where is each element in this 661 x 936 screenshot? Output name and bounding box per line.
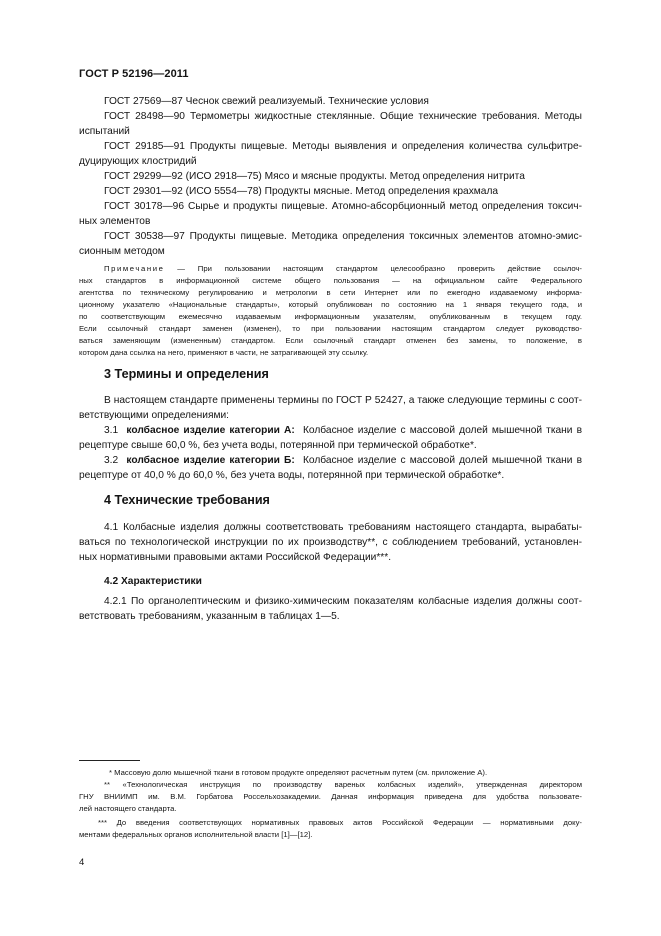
document-header: ГОСТ Р 52196—2011	[79, 68, 189, 80]
footnote: * Массовую долю мышечной ткани в готовом продукте определяют расчетным путем (см. приложение А).	[109, 768, 488, 777]
ref-line: ГОСТ 28498—90 Термометры жидкостные стеклянные. Общие технические требования. Методы	[104, 111, 582, 122]
ref-line: испытаний	[79, 126, 130, 137]
para-4-1: ваться по технологической инструкции по их производству**, с соблюдением требований, установлен-	[79, 537, 582, 548]
ref-line: ГОСТ 30538—97 Продукты пищевые. Методика определения токсичных элементов атомно-эмис-	[104, 231, 582, 242]
term-3-1	[104, 423, 582, 438]
note-line: ционному указателю «Национальные стандарты», который опубликован по состоянию на 1 января текущего года, и	[79, 300, 582, 309]
note-line: Если ссылочный стандарт заменен (изменен), то при пользовании настоящим стандартом следует руководство-	[79, 324, 582, 333]
section-4-title: 4 Технические требования	[104, 493, 270, 507]
para-4-2-1: 4.2.1 По органолептическим и физико-химическим показателям колбасные изделия должны соот-	[104, 596, 582, 607]
term-number: 3.2	[104, 455, 119, 466]
para-4-2-1: ветствовать требованиям, указанным в таблицах 1—5.	[79, 611, 340, 622]
footnote: лей настоящего стандарта.	[79, 804, 177, 813]
note-line: по соответствующим ежемесячно издаваемым информационным указателям, опубликованным в текущем году.	[79, 312, 582, 321]
note-text: — При пользовании настоящим стандартом целесообразно проверить действие ссылоч-	[164, 264, 582, 273]
footnote: ГНУ ВНИИМП им. В.М. Горбатова Россельхозакадемии. Данная информация приведена для удобства пользовате-	[79, 792, 582, 801]
section-3-intro: В настоящем стандарте применены термины по ГОСТ Р 52427, а также следующие термины с соот-	[104, 395, 582, 406]
note-first-line	[104, 263, 582, 275]
term-name: колбасное изделие категории А:	[126, 425, 295, 436]
ref-line: ГОСТ 27569—87 Чеснок свежий реализуемый. Технические условия	[104, 96, 429, 107]
term-3-2-cont: рецептуре от 40,0 % до 60,0 %, без учета воды, потерянной при термической обработке*.	[79, 470, 505, 481]
note-label: Примечание	[104, 264, 165, 273]
ref-line: сионным методом	[79, 246, 165, 257]
ref-line: ГОСТ 30178—96 Сырье и продукты пищевые. Атомно-абсорбционный метод определения токсич-	[104, 201, 582, 212]
footnote-separator	[79, 760, 140, 761]
para-4-1: 4.1 Колбасные изделия должны соответствовать требованиям настоящего стандарта, вырабаты-	[104, 522, 582, 533]
term-number: 3.1	[104, 425, 119, 436]
ref-line: ГОСТ 29299—92 (ИСО 2918—75) Мясо и мясные продукты. Метод определения нитрита	[104, 171, 525, 182]
subsection-4-2-title: 4.2 Характеристики	[104, 576, 202, 587]
term-definition: Колбасное изделие с массовой долей мышечной ткани в	[302, 455, 582, 466]
term-name: колбасное изделие категории Б:	[126, 455, 295, 466]
ref-line: ГОСТ 29185—91 Продукты пищевые. Методы выявления и определения количества сульфитре-	[104, 141, 582, 152]
note-line: ных стандартов в информационной системе общего пользования — на официальном сайте Федерального	[79, 276, 582, 285]
term-definition: Колбасное изделие с массовой долей мышечной ткани в	[302, 425, 582, 436]
note-line: ваться заменяющим (измененным) стандартом. Если ссылочный стандарт отменен без замены, то положение, в	[79, 336, 582, 345]
ref-line: ГОСТ 29301—92 (ИСО 5554—78) Продукты мясные. Метод определения крахмала	[104, 186, 499, 197]
ref-line: дуцирующих клостридий	[79, 156, 197, 167]
section-3-title: 3 Термины и определения	[104, 367, 269, 381]
page-number: 4	[79, 857, 85, 868]
term-3-1-cont: рецептуре свыше 60,0 %, без учета воды, потерянной при термической обработке*.	[79, 440, 477, 451]
footnote: *** До введения соответствующих нормативных правовых актов Российской Федерации — нормативными доку-	[98, 818, 582, 827]
ref-line: ных элементов	[79, 216, 151, 227]
footnote: ** «Технологическая инструкция по производству вареных колбасных изделий», утвержденная директором	[104, 780, 582, 789]
section-3-intro: ветствующими определениями:	[79, 410, 229, 421]
footnote: ментами федеральных органов исполнительной власти [1]—[12].	[79, 830, 313, 839]
term-3-2	[104, 453, 582, 468]
note-line: котором дана ссылка на него, применяют в части, не затрагивающей эту ссылку.	[79, 348, 369, 357]
para-4-1: ных нормативными правовыми актами Российской Федерации***.	[79, 552, 392, 563]
note-line: агентства по техническому регулированию и метрологии в сети Интернет или по ежегодно издаваемому информа-	[79, 288, 582, 297]
